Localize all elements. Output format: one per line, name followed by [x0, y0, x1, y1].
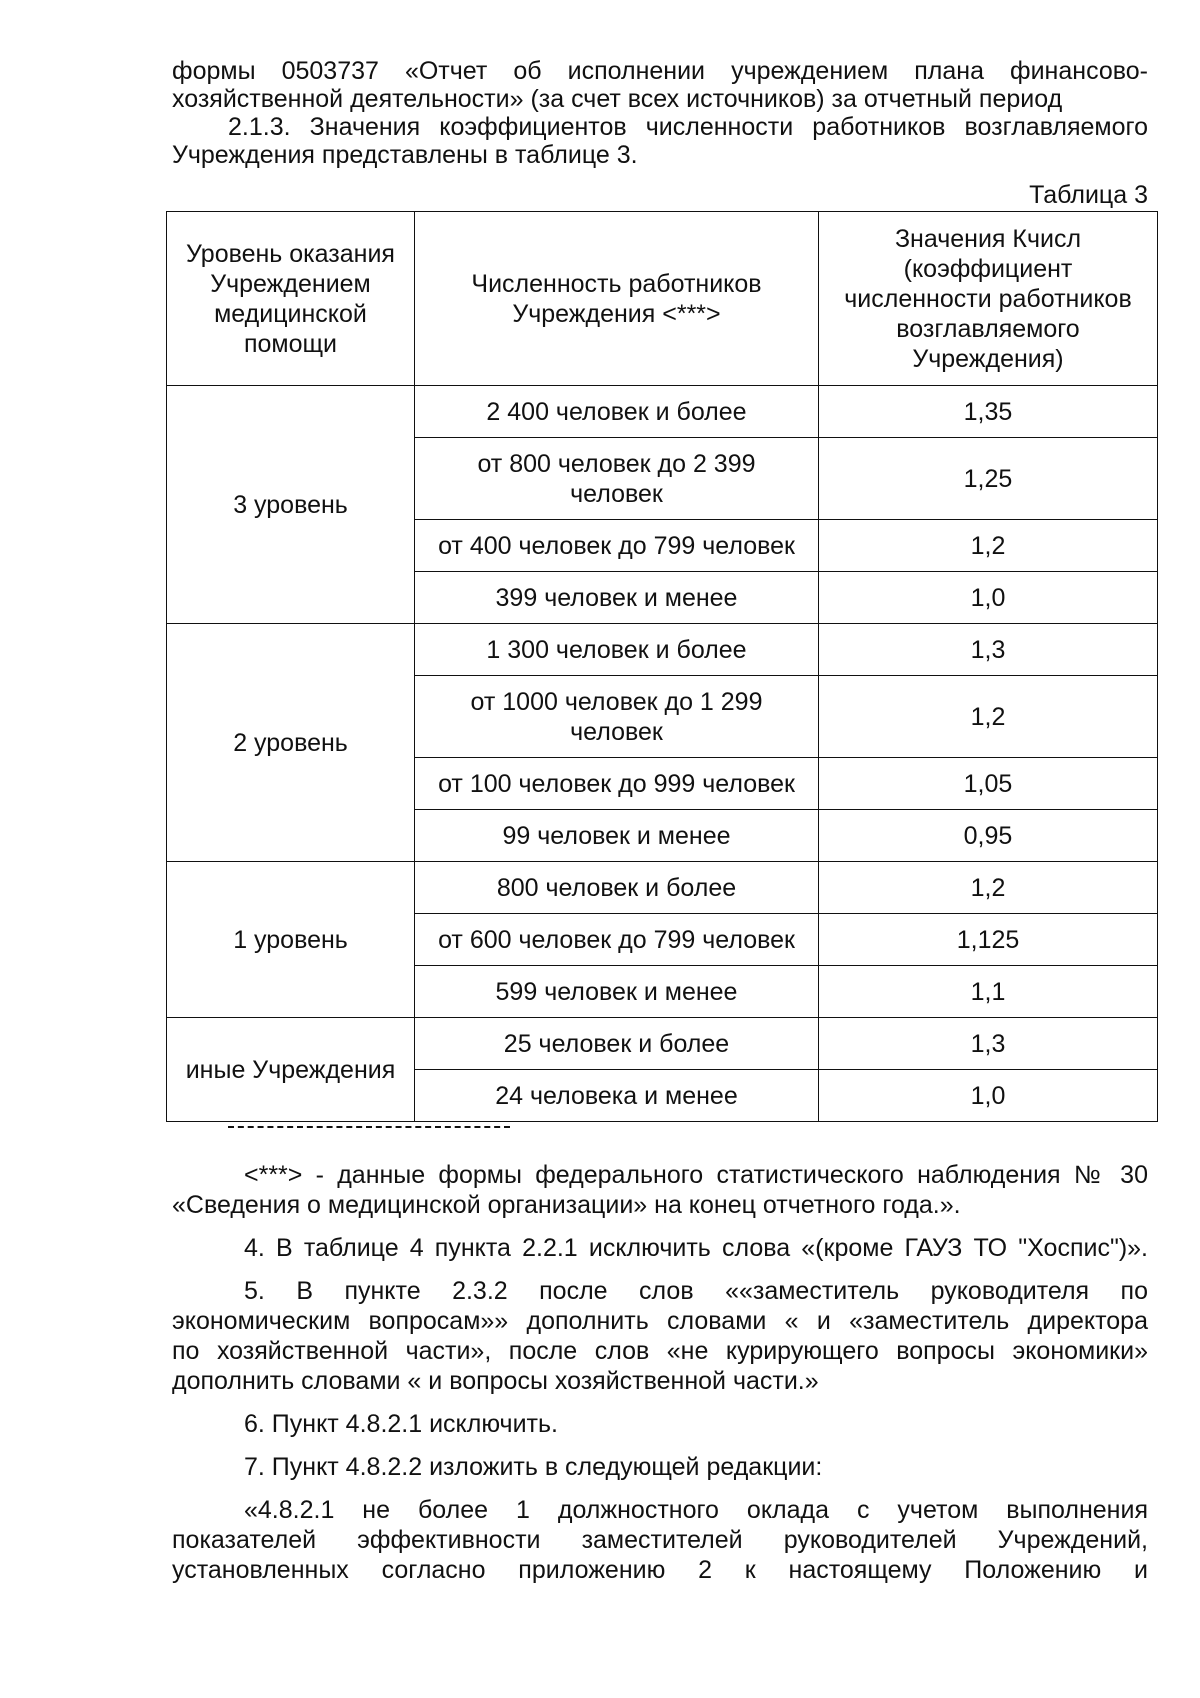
staff-cell: 599 человек и менее: [415, 966, 819, 1018]
coef-cell: 1,2: [819, 862, 1158, 914]
quote-line-2: показателей эффективности заместителей руководителей Учреждений,: [172, 1526, 1148, 1554]
intro-line-1: формы 0503737 «Отчет об исполнении учреждением плана финансово-: [172, 57, 1148, 85]
staff-cell: 24 человека и менее: [415, 1070, 819, 1122]
staff-cell: 800 человек и более: [415, 862, 819, 914]
footnote-line-2: «Сведения о медицинской организации» на конец отчетного года.».: [172, 1191, 961, 1219]
item-6: 6. Пункт 4.8.2.1 исключить.: [244, 1410, 558, 1438]
level-cell: 2 уровень: [167, 624, 415, 862]
staff-cell: 25 человек и более: [415, 1018, 819, 1070]
coef-cell: 1,125: [819, 914, 1158, 966]
quote-line-1: «4.8.2.1 не более 1 должностного оклада с учетом выполнения: [244, 1496, 1148, 1524]
table-label: Таблица 3: [1029, 181, 1148, 209]
coef-cell: 1,2: [819, 520, 1158, 572]
coefficient-table: [166, 211, 1158, 1122]
staff-cell: от 600 человек до 799 человек: [415, 914, 819, 966]
staff-cell: от 800 человек до 2 399 человек: [415, 438, 819, 520]
header-staff: Численность работников Учреждения <***>: [415, 212, 819, 386]
coef-cell: 1,0: [819, 1070, 1158, 1122]
item-7: 7. Пункт 4.8.2.2 изложить в следующей редакции:: [244, 1453, 823, 1481]
staff-cell: 2 400 человек и более: [415, 386, 819, 438]
table-row: [167, 1018, 1158, 1070]
staff-cell: 399 человек и менее: [415, 572, 819, 624]
footnote-line-1: <***> - данные формы федерального статистического наблюдения № 30: [244, 1161, 1148, 1189]
coef-cell: 1,0: [819, 572, 1158, 624]
table-row: [167, 386, 1158, 438]
coef-cell: 1,35: [819, 386, 1158, 438]
table-header-row: [167, 212, 1158, 386]
coef-cell: 1,05: [819, 758, 1158, 810]
coef-cell: 0,95: [819, 810, 1158, 862]
coef-cell: 1,3: [819, 1018, 1158, 1070]
level-cell: 3 уровень: [167, 386, 415, 624]
intro-line-4: Учреждения представлены в таблице 3.: [172, 141, 638, 169]
table-row: [167, 624, 1158, 676]
coef-cell: 1,1: [819, 966, 1158, 1018]
item-5-line-2: экономическим вопросам»» дополнить словами « и «заместитель директора: [172, 1307, 1148, 1335]
intro-line-2: хозяйственной деятельности» (за счет всех источников) за отчетный период: [172, 85, 1063, 113]
level-cell: 1 уровень: [167, 862, 415, 1018]
intro-line-3: 2.1.3. Значения коэффициентов численности работников возглавляемого: [228, 113, 1148, 141]
coef-cell: 1,2: [819, 676, 1158, 758]
level-cell: иные Учреждения: [167, 1018, 415, 1122]
header-coef: Значения Кчисл (коэффициент численности работников возглавляемого Учреждения): [819, 212, 1158, 386]
staff-cell: 99 человек и менее: [415, 810, 819, 862]
staff-cell: 1 300 человек и более: [415, 624, 819, 676]
staff-cell: от 100 человек до 999 человек: [415, 758, 819, 810]
quote-line-3: установленных согласно приложению 2 к настоящему Положению и: [172, 1556, 1148, 1584]
item-5-line-3: по хозяйственной части», после слов «не курирующего вопросы экономики»: [172, 1337, 1148, 1365]
header-level: Уровень оказания Учреждением медицинской помощи: [167, 212, 415, 386]
item-4: 4. В таблице 4 пункта 2.2.1 исключить слова «(кроме ГАУЗ ТО "Хоспис")».: [244, 1234, 1148, 1262]
table-row: [167, 862, 1158, 914]
item-5-line-4: дополнить словами « и вопросы хозяйственной части.»: [172, 1367, 819, 1395]
staff-cell: от 1000 человек до 1 299 человек: [415, 676, 819, 758]
footnote-separator: [228, 1126, 510, 1128]
coef-cell: 1,3: [819, 624, 1158, 676]
item-5-line-1: 5. В пункте 2.3.2 после слов ««заместитель руководителя по: [244, 1277, 1148, 1305]
staff-cell: от 400 человек до 799 человек: [415, 520, 819, 572]
coef-cell: 1,25: [819, 438, 1158, 520]
